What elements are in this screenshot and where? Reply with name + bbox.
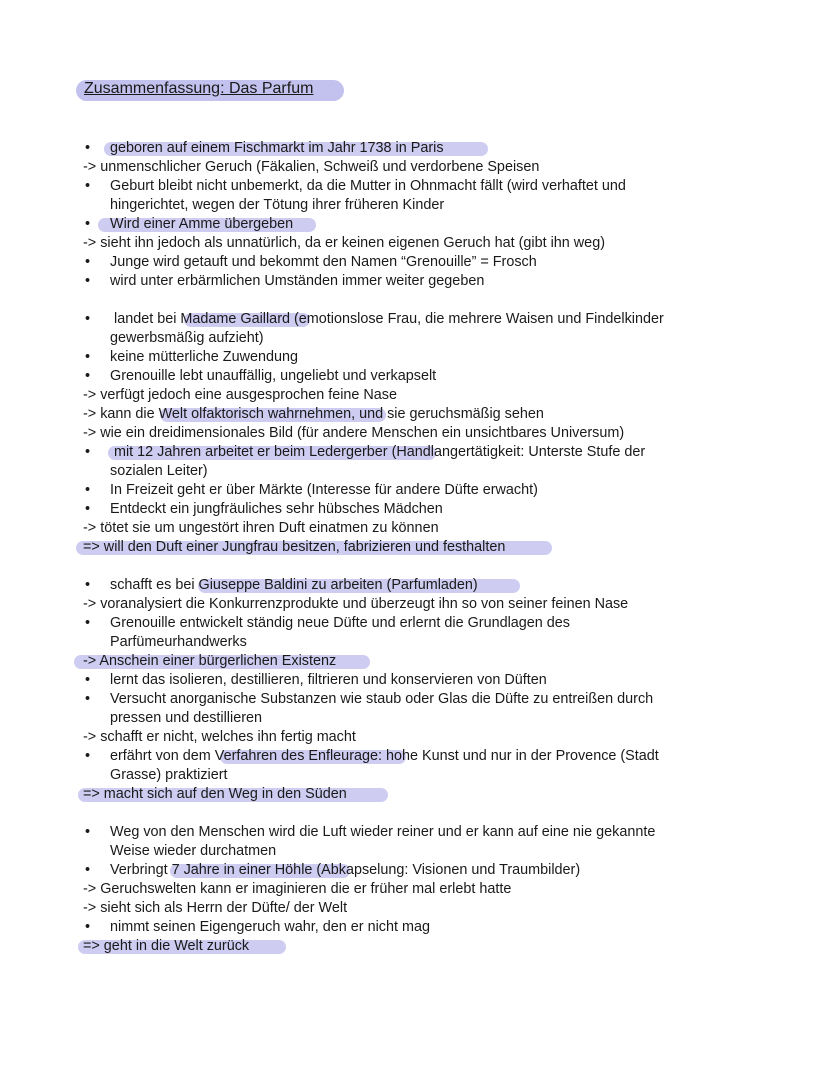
arrow-note (0, 424, 828, 443)
line-text: Versucht anorganische Substanzen wie staub oder Glas die Düfte zu entreißen durch (110, 691, 654, 707)
bullet-item (0, 272, 828, 291)
line-text: landet bei Madame Gaillard (emotionslose Frau, die mehrere Waisen und Findelkinder (114, 311, 664, 327)
line-text: Weise wieder durchatmen (110, 843, 277, 859)
bullet-item (0, 215, 828, 234)
arrow-note (0, 880, 828, 899)
bullet-item (0, 747, 828, 766)
bullet-item (0, 177, 828, 196)
bullet-dot: • (85, 862, 91, 878)
bullet-dot: • (85, 577, 91, 593)
bullet-dot: • (85, 691, 91, 707)
bullet-item (0, 367, 828, 386)
line-text: -> Anschein einer bürgerlichen Existenz (83, 653, 337, 669)
line-text: sozialen Leiter) (110, 463, 208, 479)
bullet-dot: • (85, 349, 91, 365)
line-text: => will den Duft einer Jungfrau besitzen, fabrizieren und festhalten (83, 539, 506, 555)
bullet-dot: • (85, 444, 91, 460)
line-text: -> tötet sie um ungestört ihren Duft einatmen zu können (83, 520, 439, 536)
line-text: -> Geruchswelten kann er imaginieren die er früher mal erlebt hatte (83, 881, 512, 897)
line-text: Grenouille entwickelt ständig neue Düfte und erlernt die Grundlagen des (110, 615, 570, 631)
line-text: nimmt seinen Eigengeruch wahr, den er nicht mag (110, 919, 430, 935)
bullet-continuation (0, 842, 828, 861)
arrow-note (0, 234, 828, 253)
arrow-note (0, 595, 828, 614)
arrow-note (0, 538, 828, 557)
line-text: -> kann die Welt olfaktorisch wahrnehmen, und sie geruchsmäßig sehen (83, 406, 544, 422)
line-text: -> schafft er nicht, welches ihn fertig macht (83, 729, 356, 745)
bullet-dot: • (85, 615, 91, 631)
bullet-dot: • (85, 140, 91, 156)
bullet-continuation (0, 462, 828, 481)
bullet-continuation (0, 196, 828, 215)
line-text: erfährt von dem Verfahren des Enfleurage: hohe Kunst und nur in der Provence (Stadt (110, 748, 659, 764)
arrow-note (0, 386, 828, 405)
bullet-item (0, 481, 828, 500)
line-text: Junge wird getauft und bekommt den Namen “Grenouille” = Frosch (110, 254, 537, 270)
bullet-dot: • (85, 178, 91, 194)
line-text: -> wie ein dreidimensionales Bild (für andere Menschen ein unsichtbares Universum) (83, 425, 625, 441)
bullet-item (0, 690, 828, 709)
arrow-note (0, 937, 828, 956)
line-text: gewerbsmäßig aufzieht) (110, 330, 264, 346)
line-text: -> verfügt jedoch eine ausgesprochen feine Nase (83, 387, 398, 403)
line-text: hingerichtet, wegen der Tötung ihrer früheren Kinder (110, 197, 445, 213)
line-text: In Freizeit geht er über Märkte (Interesse für andere Düfte erwacht) (110, 482, 538, 498)
bullet-dot: • (85, 311, 91, 327)
bullet-item (0, 576, 828, 595)
arrow-note (0, 158, 828, 177)
arrow-note (0, 405, 828, 424)
bullet-dot: • (85, 824, 91, 840)
arrow-note (0, 652, 828, 671)
line-text: Parfümeurhandwerks (110, 634, 247, 650)
arrow-note (0, 785, 828, 804)
bullet-continuation (0, 709, 828, 728)
bullet-continuation (0, 633, 828, 652)
line-text: Weg von den Menschen wird die Luft wieder reiner und er kann auf eine nie gekannte (110, 824, 656, 840)
line-text: Verbringt 7 Jahre in einer Höhle (Abkapselung: Visionen und Traumbilder) (110, 862, 581, 878)
line-text: Grasse) praktiziert (110, 767, 228, 783)
line-text: Geburt bleibt nicht unbemerkt, da die Mutter in Ohnmacht fällt (wird verhaftet und (110, 178, 626, 194)
arrow-note (0, 728, 828, 747)
bullet-item (0, 614, 828, 633)
bullet-item (0, 443, 828, 462)
line-text: -> voranalysiert die Konkurrenzprodukte und überzeugt ihn so von seiner feinen Nase (83, 596, 629, 612)
summary-content (0, 139, 828, 956)
line-text: Wird einer Amme übergeben (110, 216, 294, 232)
bullet-dot: • (85, 672, 91, 688)
bullet-dot: • (85, 254, 91, 270)
bullet-item (0, 139, 828, 158)
bullet-item (0, 671, 828, 690)
bullet-item (0, 253, 828, 272)
line-text: geboren auf einem Fischmarkt im Jahr 1738 in Paris (110, 140, 444, 156)
arrow-note (0, 899, 828, 918)
bullet-item (0, 861, 828, 880)
bullet-item (0, 500, 828, 519)
line-text: schafft es bei Giuseppe Baldini zu arbeiten (Parfumladen) (110, 577, 478, 593)
line-text: -> sieht ihn jedoch als unnatürlich, da er keinen eigenen Geruch hat (gibt ihn weg) (83, 235, 605, 251)
line-text: wird unter erbärmlichen Umständen immer weiter gegeben (110, 273, 485, 289)
bullet-dot: • (85, 482, 91, 498)
line-text: -> sieht sich als Herrn der Düfte/ der Welt (83, 900, 348, 916)
blank-line (0, 557, 828, 576)
bullet-dot: • (85, 501, 91, 517)
bullet-dot: • (85, 919, 91, 935)
bullet-dot: • (85, 368, 91, 384)
bullet-item (0, 310, 828, 329)
line-text: -> unmenschlicher Geruch (Fäkalien, Schweiß und verdorbene Speisen (83, 159, 540, 175)
blank-line (0, 291, 828, 310)
bullet-item (0, 918, 828, 937)
bullet-dot: • (85, 748, 91, 764)
blank-line (0, 804, 828, 823)
bullet-dot: • (85, 216, 91, 232)
bullet-continuation (0, 766, 828, 785)
line-text: => geht in die Welt zurück (83, 938, 250, 954)
arrow-note (0, 519, 828, 538)
line-text: => macht sich auf den Weg in den Süden (83, 786, 347, 802)
line-text: Entdeckt ein jungfräuliches sehr hübsches Mädchen (110, 501, 443, 517)
line-text: pressen und destillieren (110, 710, 262, 726)
line-text: lernt das isolieren, destillieren, filtrieren und konservieren von Düften (110, 672, 547, 688)
bullet-item (0, 823, 828, 842)
bullet-dot: • (85, 273, 91, 289)
line-text: mit 12 Jahren arbeitet er beim Ledergerber (Handlangertätigkeit: Unterste Stufe der (114, 444, 646, 460)
bullet-continuation (0, 329, 828, 348)
bullet-item (0, 348, 828, 367)
line-text: Grenouille lebt unauffällig, ungeliebt und verkapselt (110, 368, 437, 384)
line-text: keine mütterliche Zuwendung (110, 349, 298, 365)
page-title: Zusammenfassung: Das Parfum (84, 80, 314, 97)
